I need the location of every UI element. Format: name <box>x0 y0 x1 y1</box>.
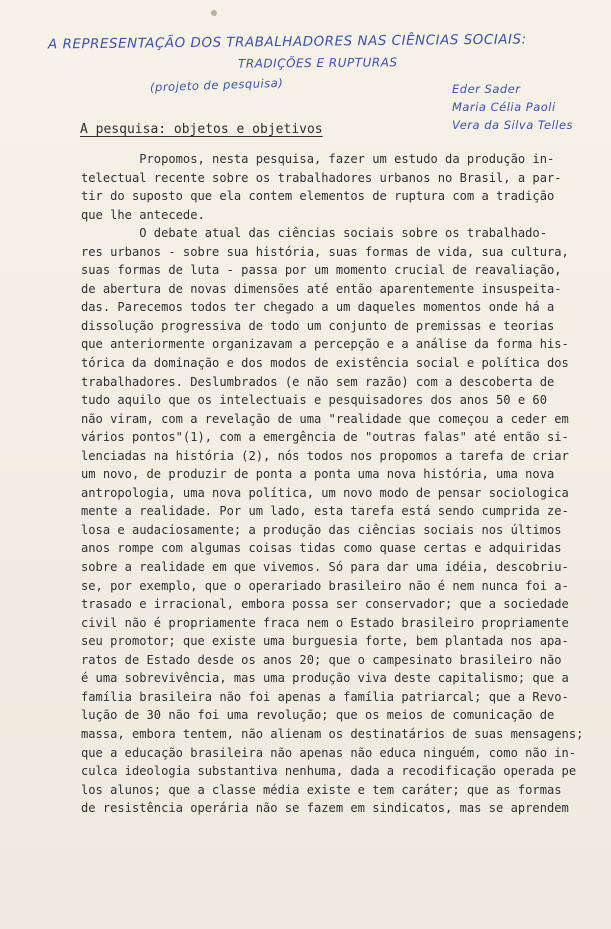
body-line: se, por exemplo, que o operariado brasileiro não é nem nunca foi a- <box>81 578 569 593</box>
body-line: suas formas de luta - passa por um momento crucial de reavaliação, <box>81 263 562 278</box>
body-line: anos rompe com algumas coisas tidas como quase certas e adquiridas <box>81 541 562 556</box>
body-line: los alunos; que a classe média existe e tem caráter; que as formas <box>81 782 562 797</box>
body-line: losa e audaciosamente; a produção das ciências sociais nos últimos <box>81 522 562 537</box>
body-line: das. Parecemos todos ter chegado a um daqueles momentos onde há a <box>81 300 555 315</box>
body-line: trabalhadores. Deslumbrados (e não sem razão) com a descoberta de <box>81 374 555 389</box>
section-heading: A pesquisa: objetos e objetivos <box>80 122 323 137</box>
body-line: culca ideologia substantiva nenhuma, dada a recodificação operada pe <box>81 764 577 779</box>
body-line: ratos de Estado desde os anos 20; que o campesinato brasileiro não <box>81 652 562 667</box>
handwritten-author: Eder Sader <box>452 82 521 96</box>
body-text <box>81 150 584 818</box>
body-line: seu promotor; que existe uma burguesia forte, bem plantada nos apa- <box>81 634 569 649</box>
body-line: tudo aquilo que os intelectuais e pesquisadores dos anos 50 e 60 <box>81 393 547 408</box>
body-line: trasado e irracional, embora possa ser conservador; que a sociedade <box>81 597 569 612</box>
body-line: um novo, de produzir de ponta a ponta uma nova história, uma nova <box>81 467 555 482</box>
body-line: vários pontos"(1), com a emergência de "outras falas" até então si- <box>81 430 569 445</box>
body-line: que a educação brasileira não apenas não educa ninguém, como não in- <box>81 745 577 760</box>
body-line: é uma sobrevivência, mas uma produção viva deste capitalismo; que a <box>81 671 569 686</box>
body-line: tir do suposto que ela contem elementos de ruptura com a tradição <box>81 189 555 204</box>
body-line: não viram, com a revelação de uma "realidade que começou a ceder em <box>81 411 569 426</box>
handwritten-author: Vera da Silva Telles <box>452 118 574 132</box>
body-line: res urbanos - sobre sua história, suas formas de vida, sua cultura, <box>81 244 569 259</box>
body-line: Propomos, nesta pesquisa, fazer um estudo da produção in- <box>81 152 555 166</box>
body-line: família brasileira não foi apenas a família patriarcal; que a Revo- <box>81 689 569 704</box>
body-line: civil não é propriamente fraca nem o Estado brasileiro propriamente <box>81 615 569 630</box>
body-line: de resistência operária não se fazem em sindicatos, mas se aprendem <box>81 801 569 816</box>
body-line: que lhe antecede. <box>81 207 205 222</box>
handwritten-project-note: (projeto de pesquisa) <box>149 75 284 95</box>
handwritten-title: A REPRESENTAÇÃO DOS TRABALHADORES NAS CIÊNCIAS SOCIAIS: <box>47 31 527 53</box>
body-line: sobre a realidade em que vivemos. Só para dar uma idéia, descobriu- <box>81 560 569 575</box>
body-line: dissolução progressiva de todo um conjunto de premissas e teorias <box>81 318 555 333</box>
body-line: massa, embora tentem, não alienam os destinatários de suas mensagens; <box>81 726 584 741</box>
body-line: antropologia, uma nova política, um novo modo de pensar sociologica <box>81 485 569 500</box>
body-line: telectual recente sobre os trabalhadores urbanos no Brasil, a par- <box>81 170 562 185</box>
body-line: que anteriormente organizavam a percepção e a análise da forma his- <box>81 337 569 352</box>
body-line: O debate atual das ciências sociais sobre os trabalhado- <box>81 226 547 241</box>
body-line: mente a realidade. Por um lado, esta tarefa está sendo cumprida ze- <box>81 504 569 519</box>
body-line: tórica da dominação e dos modos de existência social e política dos <box>81 356 569 371</box>
punch-hole <box>211 10 217 16</box>
body-line: de abertura de novas dimensões até então aparentemente insuspeita- <box>81 281 562 296</box>
body-line: lenciadas na história (2), nós todos nos propomos a tarefa de criar <box>81 448 569 463</box>
handwritten-subtitle: TRADIÇÕES E RUPTURAS <box>237 55 398 71</box>
body-line: lução de 30 não foi uma revolução; que os meios de comunicação de <box>81 708 555 723</box>
handwritten-author: Maria Célia Paoli <box>452 100 556 114</box>
